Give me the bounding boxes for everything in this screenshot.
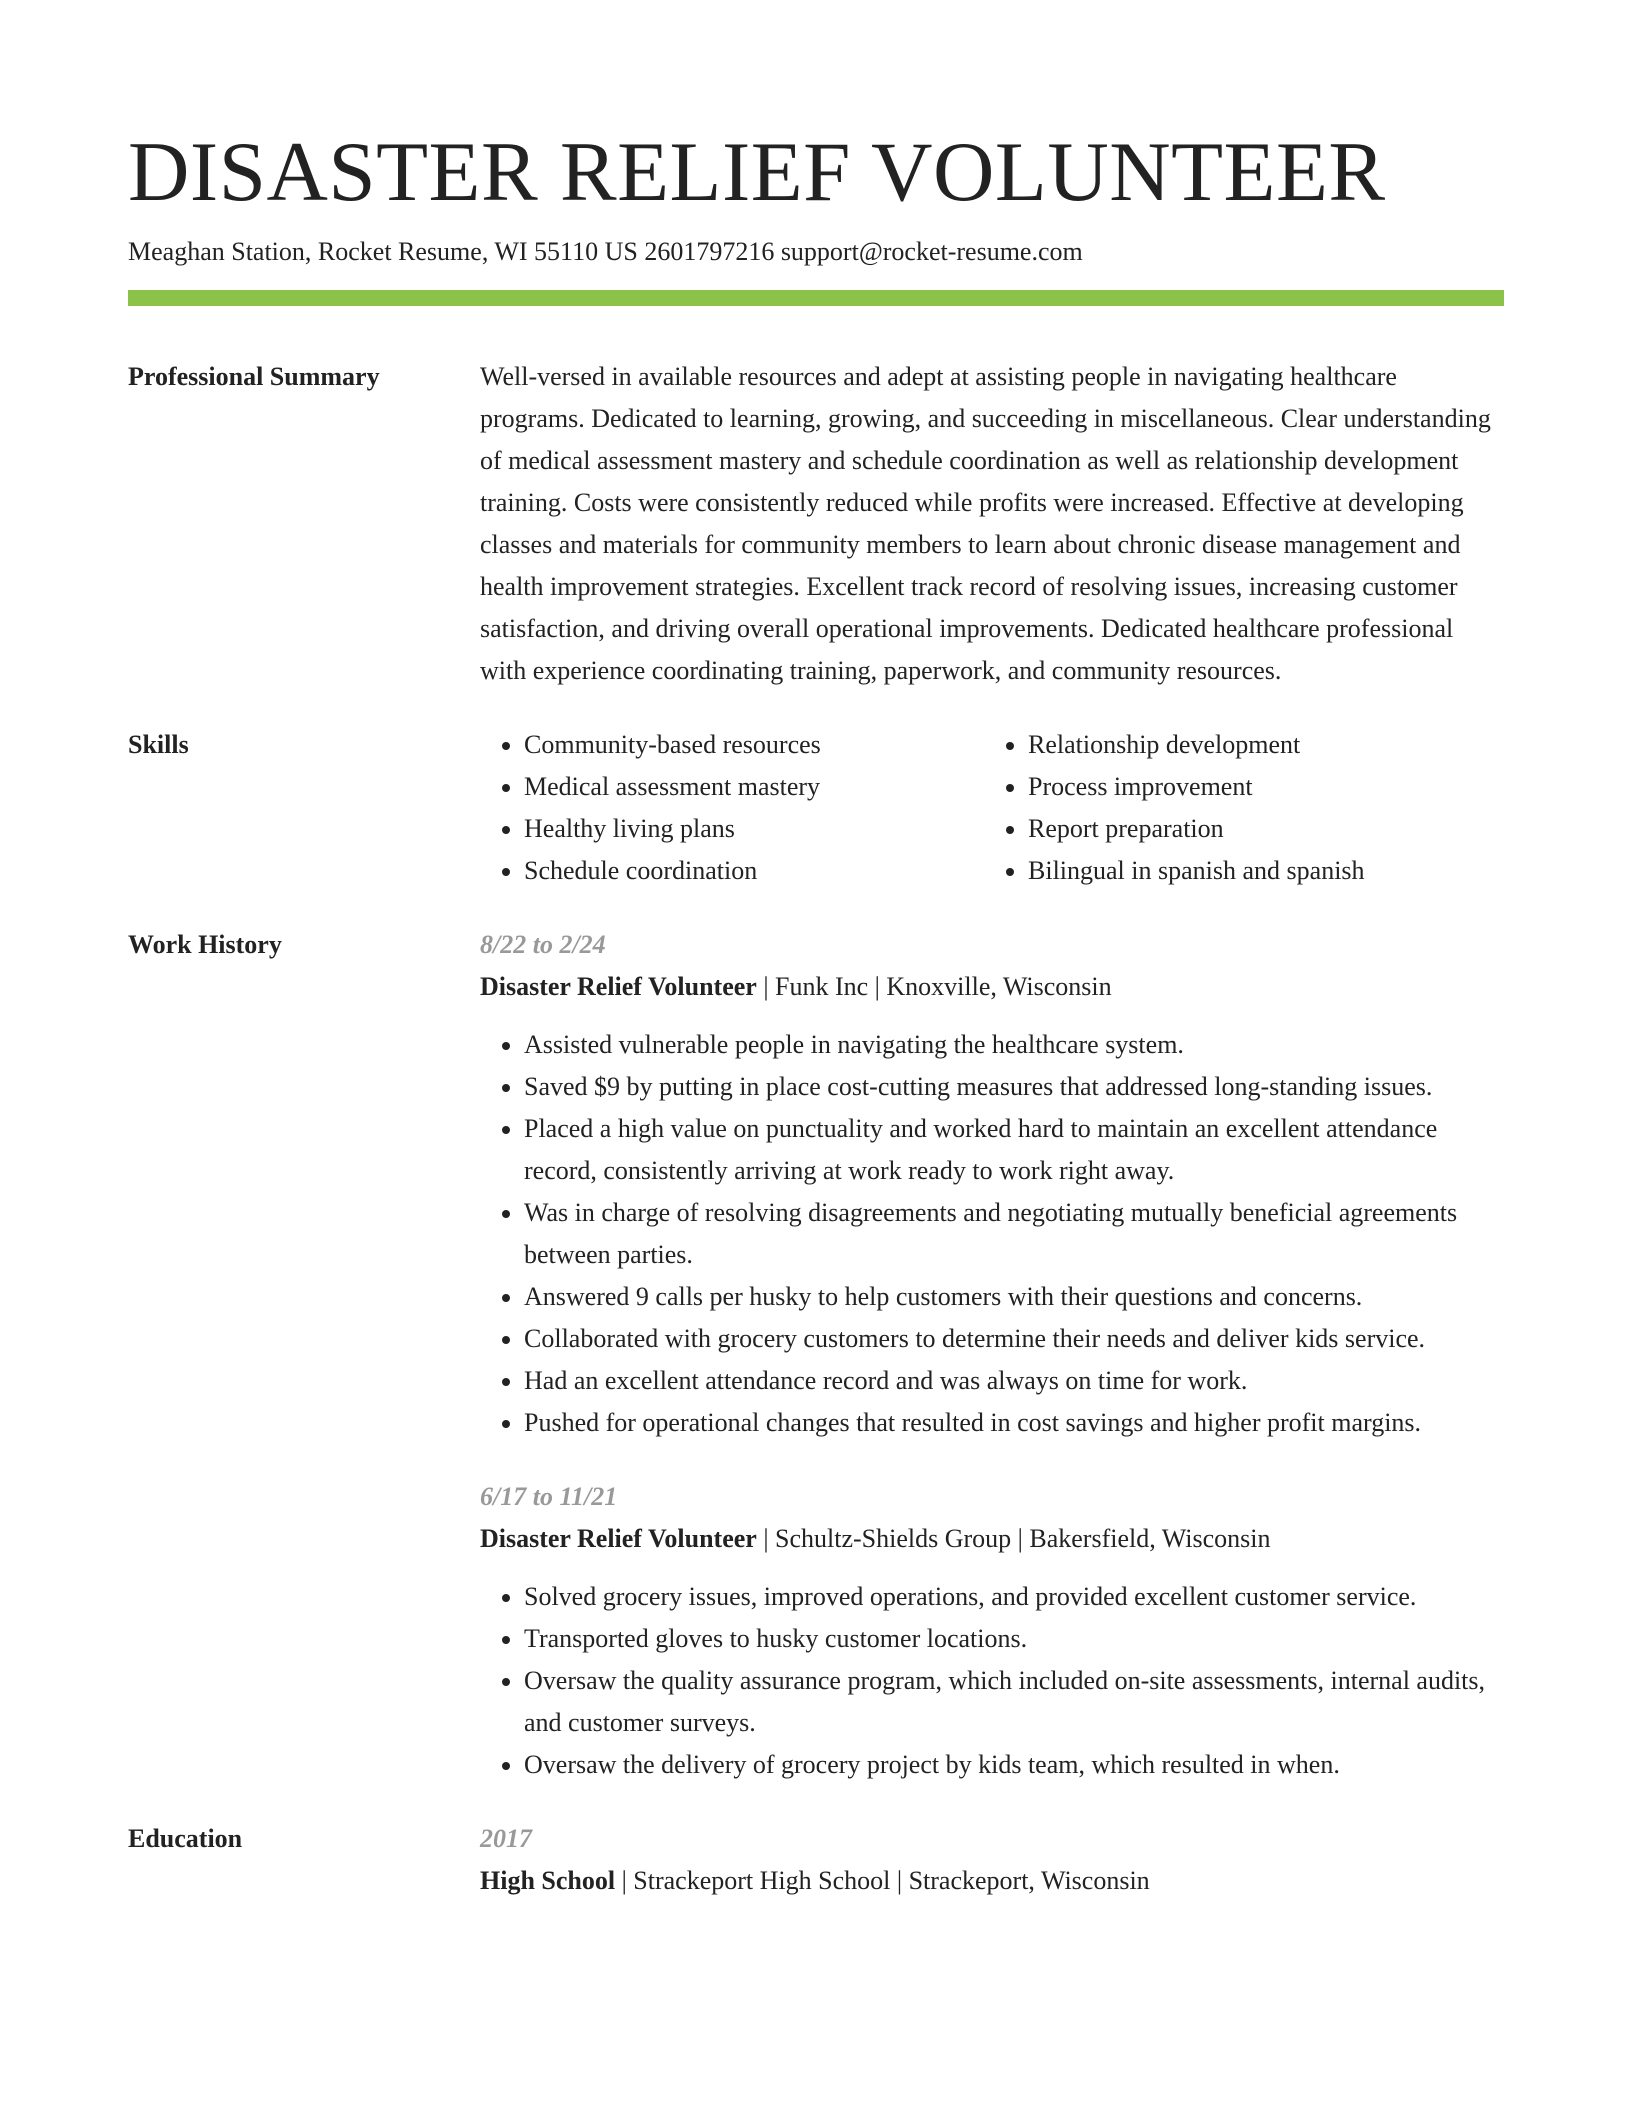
education-heading: Education (128, 1824, 243, 1853)
work-history-list (480, 924, 1504, 1786)
skills-column-left (480, 724, 984, 892)
education-heading-line (480, 1860, 1504, 1902)
resume-title: DISASTER RELIEF VOLUNTEER (128, 125, 1386, 219)
job-title: Disaster Relief Volunteer (480, 972, 757, 1001)
skill-item: • Schedule coordination (524, 850, 984, 892)
job-bullet: • Oversaw the delivery of grocery project by kids team, which resulted in when. (524, 1744, 1504, 1786)
education-year: 2017 (480, 1824, 532, 1853)
education-section (128, 1818, 1504, 1902)
job-entry (480, 924, 1504, 1444)
job-bullet: • Solved grocery issues, improved operations, and provided excellent customer service. (524, 1576, 1504, 1618)
job-bullet: • Oversaw the quality assurance program, which included on-site assessments, internal audits, and customer surveys. (524, 1660, 1504, 1744)
skill-item: • Relationship development (1028, 724, 1488, 766)
resume-page (128, 118, 1504, 1902)
job-bullet: • Pushed for operational changes that resulted in cost savings and higher profit margins. (524, 1402, 1504, 1444)
contact-line: Meaghan Station, Rocket Resume, WI 55110 US 2601797216 support@rocket-resume.com (128, 237, 1083, 266)
job-bullets (480, 1576, 1504, 1786)
skills-column-right (984, 724, 1488, 892)
work-history-section (128, 924, 1504, 1786)
job-bullet: • Was in charge of resolving disagreements and negotiating mutually beneficial agreements between parties. (524, 1192, 1504, 1276)
job-bullet: • Answered 9 calls per husky to help customers with their questions and concerns. (524, 1276, 1504, 1318)
education-entry (480, 1818, 1504, 1902)
skill-item: • Report preparation (1028, 808, 1488, 850)
skills-heading: Skills (128, 730, 189, 759)
summary-heading: Professional Summary (128, 362, 380, 391)
job-bullet: • Placed a high value on punctuality and worked hard to maintain an excellent attendance record, consistently arriving at work ready to work right away. (524, 1108, 1504, 1192)
job-bullet: • Saved $9 by putting in place cost-cutting measures that addressed long-standing issues. (524, 1066, 1504, 1108)
job-employer-location: | Schultz-Shields Group | Bakersfield, Wisconsin (756, 1524, 1271, 1553)
skill-item: • Medical assessment mastery (524, 766, 984, 808)
skill-item: • Healthy living plans (524, 808, 984, 850)
job-bullet: • Transported gloves to husky customer locations. (524, 1618, 1504, 1660)
skill-item: • Process improvement (1028, 766, 1488, 808)
skills-section (128, 724, 1504, 892)
job-employer-location: | Funk Inc | Knoxville, Wisconsin (756, 972, 1112, 1001)
skills-list (480, 724, 1504, 892)
accent-divider (128, 290, 1504, 306)
education-school-location: | Strackeport High School | Strackeport, Wisconsin (615, 1866, 1150, 1895)
job-dates: 8/22 to 2/24 (480, 930, 606, 959)
job-entry (480, 1476, 1504, 1786)
work-history-heading: Work History (128, 930, 282, 959)
job-bullet: • Had an excellent attendance record and was always on time for work. (524, 1360, 1504, 1402)
job-bullets (480, 1024, 1504, 1444)
job-bullet: • Collaborated with grocery customers to determine their needs and deliver kids service. (524, 1318, 1504, 1360)
skill-item: • Bilingual in spanish and spanish (1028, 850, 1488, 892)
job-heading (480, 1518, 1504, 1560)
job-title: Disaster Relief Volunteer (480, 1524, 757, 1553)
job-bullet: • Assisted vulnerable people in navigating the healthcare system. (524, 1024, 1504, 1066)
summary-text: Well-versed in available resources and adept at assisting people in navigating healthcare programs. Dedicated to learning, growing, and succeeding in miscellaneous. Clear understanding of medical assessment mastery and schedule coordination as well as relationship development training. Costs were consistently reduced while profits were increased. Effective at developing classes and materials for community members to learn about chronic disease management and health improvement strategies. Excellent track record of resolving issues, increasing customer satisfaction, and driving overall operational improvements. Dedicated healthcare professional with experience coordinating training, paperwork, and community resources. (480, 362, 1491, 685)
education-degree: High School (480, 1866, 616, 1895)
job-dates: 6/17 to 11/21 (480, 1482, 618, 1511)
skill-item: • Community-based resources (524, 724, 984, 766)
summary-section (128, 356, 1504, 692)
job-heading (480, 966, 1504, 1008)
